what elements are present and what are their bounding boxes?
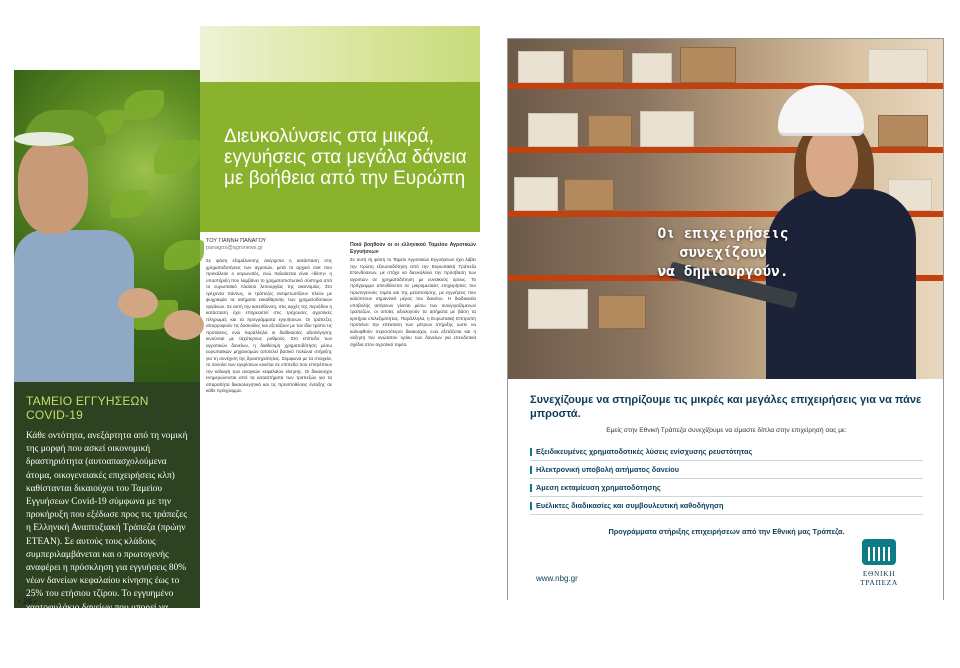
website-link[interactable]: www.nbg.gr bbox=[536, 574, 578, 583]
column-2-text: Σε αυτή τη φάση το Ταμείο Αγροτικών Εγγυήσεων έχει λάβει την πρώτη εξουσιοδότηση από την Ευρωπαϊκή Τράπεζα Επενδύσεων, με στόχο να διευκολύνει την πρόσβαση των αγροτών σε χρηματοδότηση με ευνοϊκούς όρους. Το πρόγραμμα απευθύνεται σε μικρομεσαίες επιχειρήσεις του πρωτογενούς τομέα και της μεταποίησης, με εγγυήσεις που καλύπτουν σημαντικό μέρος του δανείου. Η διαδικασία υποβολής αιτήσεων γίνεται μέσω των συνεργαζόμενων τραπεζών, οι οποίες αξιολογούν τα αιτήματα με βάση τα κριτήρια επιλεξιμότητας. Παράλληλα, η Ευρωπαϊκή Επιτροπή προτείνει την επέκταση των μέτρων στήριξης ώστε να καλυφθούν περισσότεροι δικαιούχοι, ενώ εξετάζεται και η αύξηση του ανώτατου ορίου των δανείων για επενδυτικά σχέδια στον αγροτικό τομέα. bbox=[350, 257, 476, 347]
header-color-band bbox=[200, 26, 480, 82]
list-item: Εξειδικευμένες χρηματοδοτικές λύσεις ενίσχυσης ρευστότητας bbox=[530, 443, 923, 461]
ad-subtext: Εμείς στην Εθνική Τράπεζα συνεχίζουμε να είμαστε δίπλα στην επιχείρησή σας με: bbox=[606, 427, 847, 434]
column-1-text: Σε φάση εξομάλυνσης ανέρχεται η κατάσταση στις χρηματοδοτήσεις των αγροτών, μετά το αρχικό σοκ που προκάλεσε ο κορωνοϊός, ενώ παλαίσεται είναι «θέση» η υποστήριξη που λαμβάνει το χρηματοπιστωτικό σύστημα από το ευρωπαϊκό πλαίσιο λειτουργίας της οικονομίας. Στο τρέχοντα πάντως, οι τράπεζες αντιμετωπίζουν πλέον με ψυχραιμία τα αιτήματα εκκαθάρισης των χρηματοδοτικών οργάνων. Σε αυτή την κατεύθυνση, στις αρχές της περιόδου η κατάσταση έχει επηρεαστεί στις τρέχουσες αγροτικές πληρωμές και τα προγράμματα εγγυήσεων. Οι τράπεζες απορροφούν τις δυσκολίες και εξετάζουν με τον ίδιο τρόπο τις προτάσεις, ενώ παράλληλα οι διαδικασίες αξιολόγησης κινούνται με ταχύτερους ρυθμούς. Στο επίπεδο των αγροτικών δανείων, η διαθέσιμη χρηματοδότηση μέσω ευρωπαϊκών μηχανισμών αποτελεί βασικό πυλώνα στήριξης για τη συνέχιση της δραστηριότητας. Σύμφωνα με τα στοιχεία, το σύνολο των εγκρίσεων κινείται σε επίπεδα που επιτρέπουν την κάλυψη των αναγκών κεφαλαίου κίνησης. Οι δικαιούχοι ενημερώνονται από τα καταστήματα των τραπεζών για τα απαραίτητα δικαιολογητικά και τις προϋποθέσεις ένταξης σε κάθε πρόγραμμα. bbox=[206, 258, 332, 393]
ad-headline bbox=[618, 225, 828, 282]
page-number: • 24 • bbox=[18, 597, 37, 606]
ad-headline-line-2: να δημιουργούν. bbox=[657, 264, 789, 280]
article-column-2 bbox=[350, 238, 476, 598]
list-item: Άμεση εκταμίευση χρηματοδότησης bbox=[530, 479, 923, 497]
bank-building-icon bbox=[862, 539, 896, 565]
bank-logo bbox=[843, 539, 915, 587]
covid-fund-sidebar bbox=[14, 382, 200, 666]
ad-footer-text: Προγράμματα στήριξης επιχειρήσεων από την Εθνική μας Τράπεζα. bbox=[608, 527, 845, 536]
ad-benefits-list bbox=[530, 443, 923, 515]
byline bbox=[206, 238, 332, 252]
list-item: Ευέλικτες διαδικασίες και συμβουλευτική καθοδήγηση bbox=[530, 497, 923, 515]
bank-advertisement bbox=[507, 38, 944, 600]
ad-headline-line-1: Οι επιχειρήσεις συνεχίζουν bbox=[657, 226, 789, 261]
worker-face bbox=[806, 127, 858, 197]
headline-box bbox=[200, 82, 480, 232]
hard-hat-icon bbox=[778, 85, 864, 133]
article-headline: Διευκολύνσεις στα μικρά, εγγυήσεις στα μεγάλα δάνεια με βοήθεια από την Ευρώπη bbox=[224, 126, 467, 189]
worker-jacket bbox=[766, 189, 916, 379]
article-page bbox=[14, 26, 480, 666]
byline-email: panagos@agronews.gr bbox=[206, 245, 263, 251]
bank-name: ΕΘΝΙΚΗ ΤΡΑΠΕΖΑ bbox=[860, 569, 898, 587]
list-item: Ηλεκτρονική υποβολή αιτήματος δανείου bbox=[530, 461, 923, 479]
sidebar-title: ΤΑΜΕΙΟ ΕΓΓΥΗΣΕΩΝ COVID-19 bbox=[26, 394, 149, 422]
byline-author: ΤΟΥ ΓΙΑΝΝΗ ΠΑΝΑΓΟΥ bbox=[206, 238, 267, 244]
ad-lead: Συνεχίζουμε να στηρίζουμε τις μικρές και μεγάλες επιχειρήσεις για να πάνε μπροστά. bbox=[530, 394, 922, 420]
article-column-1 bbox=[206, 238, 332, 598]
column-2-subhead: Ποιά βοηθούν οι οι ελληνικού Ταμείου Αγροτικών Εγγυήσεων bbox=[350, 242, 476, 255]
farmer-photo bbox=[14, 70, 200, 400]
sidebar-text: Κάθε οντότητα, ανεξάρτητα από τη νομική της μορφή που ασκεί οικονομική δραστηριότητα (αυτοαπασχολούμενα άτομα, οικογενειακές επιχειρήσεις κλπ) καθίστανται δικαιούχοι του Ταμείου Εγγυήσεων Covid-19 σύμφωνα με την προκήρυξη που εξέδωσε προς τις τράπεζες η Ελληνική Αναπτυξιακή Τράπεζα (πρώην ΕΤΕΑΝ). Σε αυτούς τους κλάδους συμπεριλαμβάνεται και ο πρωτογενής αναφέρει η πρόσκληση για εγγυήσεις 80% νέων δανείων κεφαλαίου κίνησης έως το 25% του ετήσιου τζίρου. Το εγγυημένο χαρτοφυλάκιο δανείων που μπορεί να εκδοσει κάθε τράπεζα θα είναι περιορισμένο και έτσι μένει να φανεί πόσοι αγρότες τελικά θα δουν το χρώμα του χρήματος. bbox=[26, 431, 190, 666]
warehouse-photo bbox=[508, 39, 943, 379]
